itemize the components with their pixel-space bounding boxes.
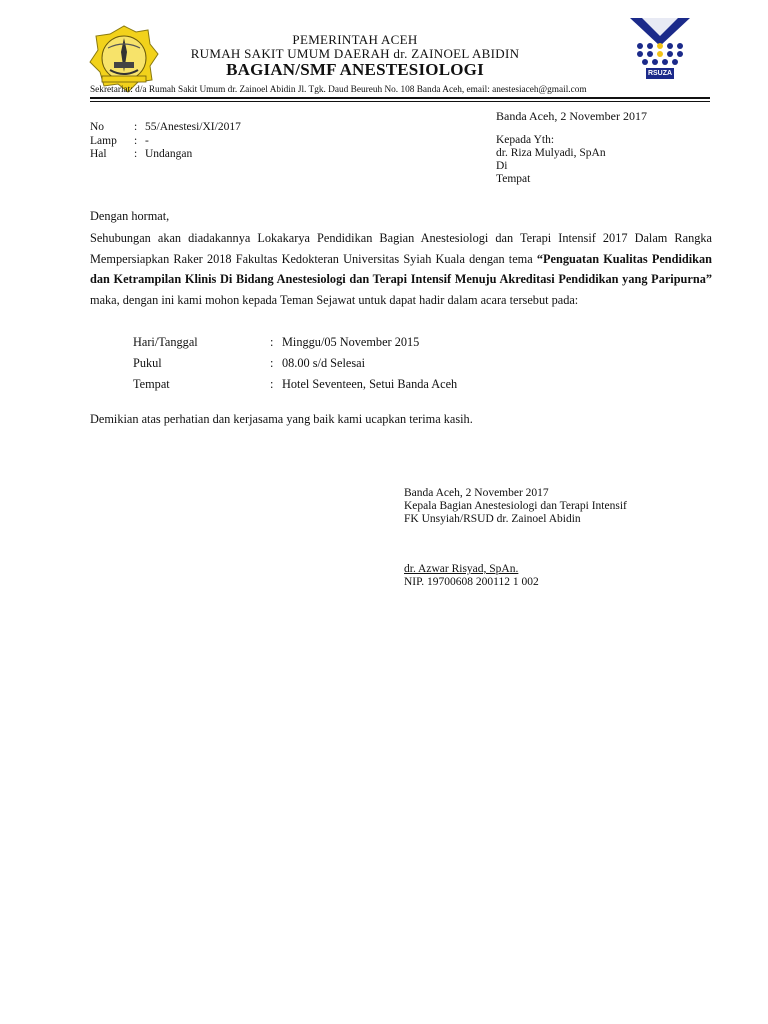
detail-value: 08.00 s/d Selesai	[282, 356, 365, 370]
signatory-nip: NIP. 19700608 200112 1 002	[404, 576, 539, 588]
secretariat-address: Sekretariat: d/a Rumah Sakit Umum dr. Zainoel Abidin Jl. Tgk. Daud Beureuh No. 108 Banda Aceh, email: anestesiaceh@gmail.com	[90, 85, 587, 95]
letterhead-rule-thick	[90, 97, 710, 99]
recipient-name: dr. Riza Mulyadi, SpAn	[496, 147, 606, 159]
meta-label: Lamp	[90, 135, 117, 147]
recipient-line: Tempat	[496, 173, 531, 185]
detail-value: Minggu/05 November 2015	[282, 335, 420, 349]
detail-colon: :	[270, 356, 274, 370]
recipient-line: Di	[496, 160, 508, 172]
detail-value: Hotel Seventeen, Setui Banda Aceh	[282, 377, 458, 391]
signature-title: Kepala Bagian Anestesiologi dan Terapi Intensif	[404, 500, 627, 512]
recipient-line: Kepada Yth:	[496, 134, 555, 146]
meta-value: -	[145, 135, 149, 147]
body-outro: maka, dengan ini kami mohon kepada Teman Sejawat untuk dapat hadir dalam acara tersebut pada:	[90, 292, 579, 307]
closing-sentence: Demikian atas perhatian dan kerjasama yang baik kami ucapkan terima kasih.	[90, 412, 473, 426]
body-intro: Sehubungan akan diadakannya Lokakarya Pendidikan Bagian Anestesiologi dan Terapi Intensif 2017 Dalam Rangka Mempersiapkan Raker 2018 Fakultas Kedokteran Universitas Syiah Kuala dengan tema	[90, 231, 712, 266]
letterhead-rule-thin	[90, 101, 710, 102]
letter-date: Banda Aceh, 2 November 2017	[496, 109, 647, 123]
meta-colon: :	[134, 135, 138, 147]
signature-institution: FK Unsyiah/RSUD dr. Zainoel Abidin	[404, 513, 581, 525]
signature-block	[404, 487, 627, 526]
meta-colon: :	[134, 121, 138, 133]
meta-label: Hal	[90, 148, 107, 160]
department-name: BAGIAN/SMF ANESTESIOLOGI	[226, 60, 484, 79]
recipient-block	[496, 134, 606, 186]
detail-label: Pukul	[133, 356, 162, 370]
meta-label: No	[90, 121, 105, 133]
detail-colon: :	[270, 335, 274, 349]
signatory-name: dr. Azwar Risyad, SpAn.	[404, 563, 519, 575]
signature-place-date: Banda Aceh, 2 November 2017	[404, 487, 549, 499]
rsuza-logo-icon	[628, 16, 692, 80]
body-paragraph	[90, 228, 712, 310]
detail-colon: :	[270, 377, 274, 391]
signatory-block	[404, 563, 539, 589]
hospital-name: RUMAH SAKIT UMUM DAERAH dr. ZAINOEL ABIDIN	[190, 46, 520, 61]
government-name: PEMERINTAH ACEH	[292, 32, 418, 47]
meta-colon: :	[134, 148, 138, 160]
detail-label: Tempat	[133, 377, 170, 391]
meta-value: 55/Anestesi/XI/2017	[145, 121, 241, 133]
event-theme: “Penguatan Kualitas Pendidikan dan Ketrampilan Klinis Di Bidang Anestesiologi dan Terapi Intensif Menuju Akreditasi Pendidikan yang Paripurna”	[90, 251, 712, 286]
meta-value: Undangan	[145, 148, 193, 160]
rsuza-logo-text: RSUZA	[647, 70, 673, 77]
greeting: Dengan hormat,	[90, 209, 170, 223]
detail-label: Hari/Tanggal	[133, 335, 198, 349]
